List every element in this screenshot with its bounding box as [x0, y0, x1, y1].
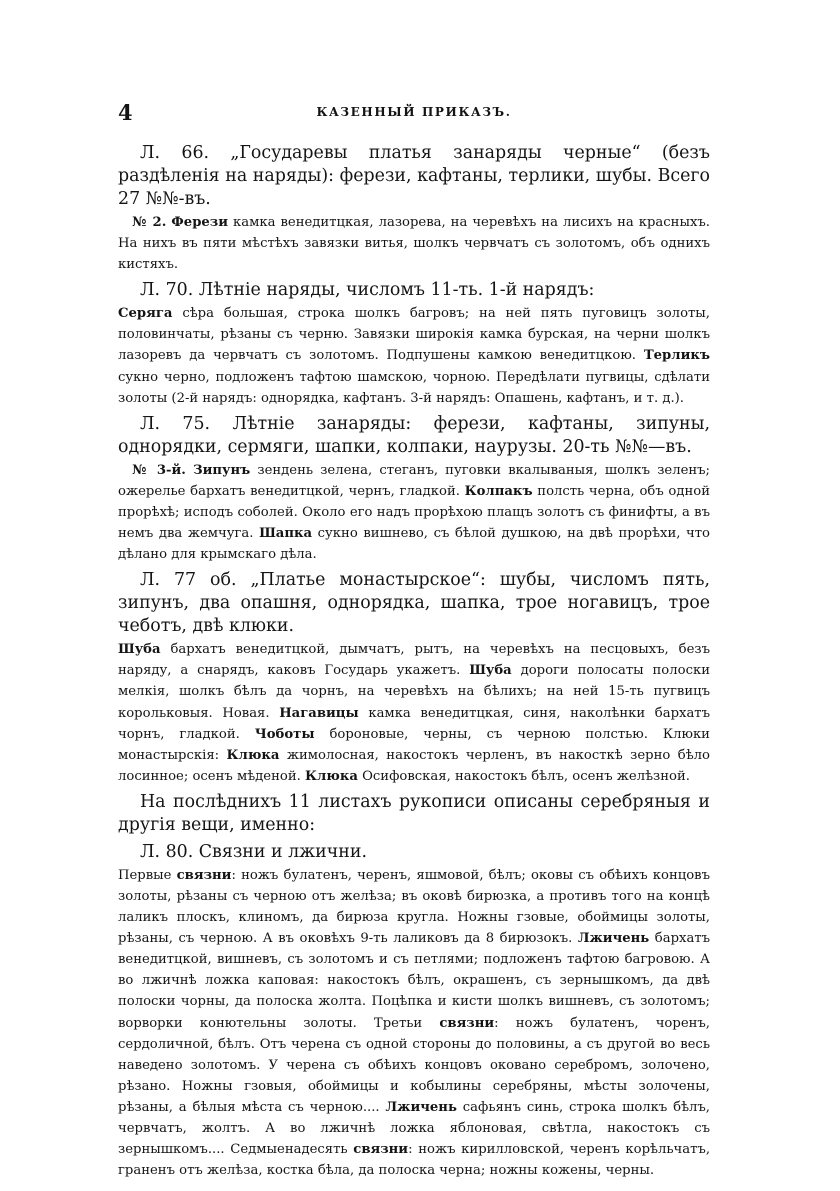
- entry-shuba: Шуба бархатъ венедитцкой, дымчатъ, рытъ, на черевѣхъ на песцовыхъ, безъ наряду, а снарядъ, каковъ Государь укажетъ. Шуба дороги полосаты полоски мелкія, шолкъ бѣлъ да чорнъ, на черевѣхъ на бѣлихъ; на ней 15-ть пугвицъ корольковыя. Новая. Нагавицы камка венедитцкая, синя, наколѣнки бархатъ чорнъ, гладкой. Чоботы бороновые, черны, съ черною полстью. Клюки монастырскія: Клюка жимолосная, накостокъ черленъ, въ накосткѣ зерно бѣло лосинное; осенъ мѣденой. Клюка Осифовская, накостокъ бѣлъ, осенъ желѣзной.: [118, 642, 710, 784]
- paragraph-l70: Л. 70. Лѣтніе наряды, числомъ 11-ть. 1-й нарядъ:: [140, 280, 595, 301]
- entry-sermyaga: Серяга сѣра большая, строка шолкъ багровъ; на ней пять пуговицъ золоты, половинчаты, рѣзаны съ черню. Завязки широкія камка бурская, на черни шолкъ лазоревъ да червчатъ съ золотомъ. Подпушены камкою венедитцкою. Терликъ сукно черно, подложенъ тафтою шамскою, чорною. Передѣлати пугвицы, сдѣлати золоты (2-й нарядъ: однорядка, кафтанъ. 3-й нарядъ: Опашень, кафтанъ, и т. д.).: [118, 306, 710, 406]
- page-header: [118, 100, 710, 126]
- paragraph-l80: Л. 80. Связни и лжични.: [140, 841, 367, 862]
- paragraph-l75: Л. 75. Лѣтніе занаряды: ферези, кафтаны, зипуны, однорядки, сермяги, шапки, колпаки, наурузы. 20-ть №№—въ.: [118, 413, 710, 457]
- entry-2-fereзи: № 2. Ферези камка венедитцкая, лазорева, на черевѣхъ на лисихъ на красныхъ. На нихъ въ пяти мѣстѣхъ завязки витья, шолкъ червчатъ съ золотомъ, объ однихъ кистяхъ.: [118, 215, 710, 273]
- entry-svyazni: Первые связни: ножъ булатенъ, черенъ, яшмовой, бѣлъ; оковы съ обѣихъ концовъ золоты, рѣзаны съ черною отъ желѣза; въ оковѣ бирюзка, а противъ того на концѣ лаликъ плоскъ, клиномъ, да бирюза кругла. Ножны гзовые, обоймицы золоты, рѣзаны, съ черною. А въ оковѣхъ 9-ть лаликовъ да 8 бирюзокъ. Лжичень бархатъ венедитцкой, вишневъ, съ золотомъ и съ петлями; подложенъ тафтою багровою. А во лжичнѣ ложка каповая: накостокъ бѣлъ, окрашенъ, съ зернышкомъ, да двѣ полоски чорны, да полоска жолта. Поцѣпка и кисти шолкъ вишневъ, съ золотомъ; ворворки конютельны золоты. Третьи связни: ножъ булатенъ, чоренъ, сердоличной, бѣлъ. Отъ черена съ одной стороны до половины, а съ другой во весь наведено золотомъ. У черена съ обѣихъ концовъ оковано серебромъ, золочено, рѣзано. Ножны гзовыя, обоймицы и кобылины серебряны, мѣсты золочены, рѣзаны, а бѣлыя мѣста съ черною.... Лжичень сафьянъ синь, строка шолкъ бѣлъ, червчатъ, жолтъ. А во лжичнѣ ложка яблоновая, свѣтла, накостокъ съ зернышкомъ.... Седмыенадесять связни: ножъ кирилловской, черенъ корѣльчатъ, граненъ отъ желѣза, костка бѣла, да полоска черна; ножны кожены, черны.: [118, 867, 711, 1179]
- paragraph-l77: Л. 77 об. „Платье монастырское“: шубы, числомъ пять, зипунъ, два опашня, однорядка, шапка, трое ногавицъ, трое чеботъ, двѣ клюки.: [118, 570, 710, 637]
- page-number: 4: [118, 100, 133, 125]
- paragraph-last-leaves: На послѣднихъ 11 листахъ рукописи описаны серебряныя и другія вещи, именно:: [118, 791, 710, 835]
- page-body: [118, 138, 710, 1181]
- running-head: КАЗЕННЫЙ ПРИКАЗЪ.: [316, 105, 512, 119]
- entry-3-zipun: № 3-й. Зипунъ зендень зелена, стеганъ, пуговки вкалываныя, шолкъ зеленъ; ожерелье бархатъ венедитцкой, чернъ, гладкой. Колпакъ полсть черна, объ одной прорѣхѣ; исподъ соболей. Около его надъ прорѣхою плащъ золотъ съ финифты, а въ немъ два жемчуга. Шапка сукно вишнево, съ бѣлой душкою, на двѣ прорѣхи, что дѣлано для крымскаго дѣла.: [118, 462, 711, 563]
- paragraph-l66: Л. 66. „Государевы платья занаряды черные“ (безъ раздѣленія на наряды): ферези, кафтаны, терлики, шубы. Всего 27 №№-въ.: [118, 143, 710, 209]
